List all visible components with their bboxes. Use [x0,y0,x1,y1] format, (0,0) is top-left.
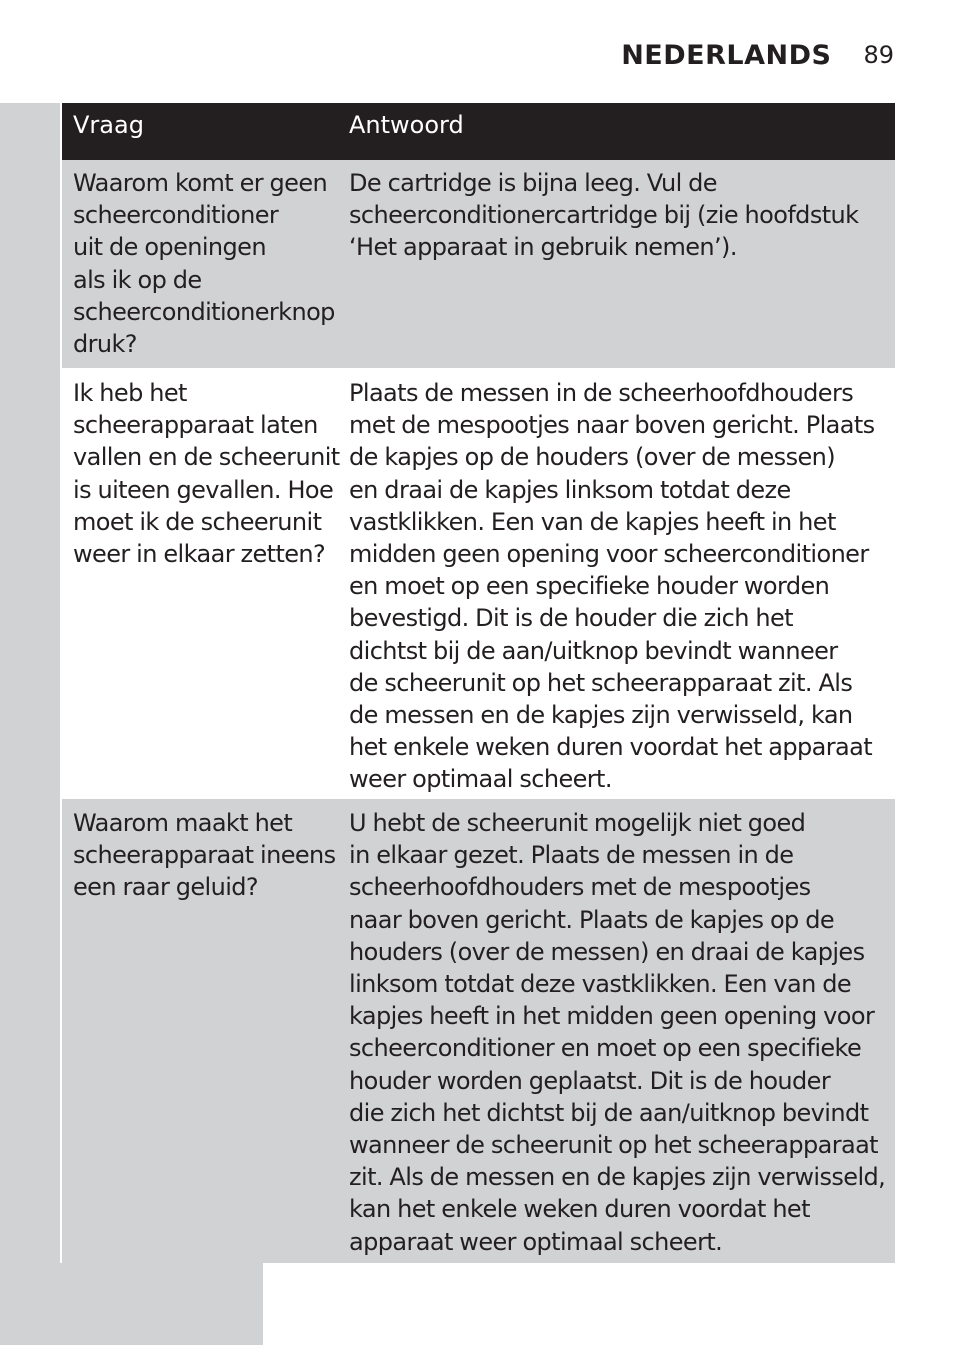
table-header-row [62,103,895,160]
answer-cell: De cartridge is bijna leeg. Vul de scheerconditionercartridge bij (zie hoofdstuk ‘Het apparaat in gebruik nemen’). [349,169,859,262]
answer-cell: U hebt de scheerunit mogelijk niet goed in elkaar gezet. Plaats de messen in de scheerhoofdhouders met de mespootjes naar boven gericht. Plaats de kapjes op de houders (over de messen) en draai de kapjes linksom totdat deze vastklikken. Een van de kapjes heeft in het midden geen opening voor scheerconditioner en moet op een specifieke houder worden geplaatst. Dit is de houder die zich het dichtst bij de aan/uitknop bevindt wanneer de scheerunit op het scheerapparaat zit. Als de messen en de kapjes zijn verwisseld, kan het enkele weken duren voordat het apparaat weer optimaal scheert. [349,809,886,1256]
table-row [62,799,895,1263]
troubleshooting-table [62,103,895,1263]
question-cell: Waarom komt er geen scheerconditioner uit de openingen als ik op de scheerconditionerknop druk? [73,169,335,359]
section-language-title: NEDERLANDS [621,39,832,71]
question-cell: Waarom maakt het scheerapparaat ineens een raar geluid? [73,809,336,902]
table-row [62,160,895,368]
question-cell: Ik heb het scheerapparaat laten vallen en de scheerunit is uiteen gevallen. Hoe moet ik de scheerunit weer in elkaar zetten? [73,379,340,569]
column-header-question: Vraag [73,111,144,139]
column-header-answer: Antwoord [349,111,464,139]
page-header [621,30,894,80]
table-row [62,368,895,799]
bottom-tab-marker [0,1263,263,1345]
side-tab-marker [0,103,60,1345]
answer-cell: Plaats de messen in de scheerhoofdhouders met de mespootjes naar boven gericht. Plaats de kapjes op de houders (over de messen) en draai de kapjes linksom totdat deze vastklikken. Een van de kapjes heeft in het midden geen opening voor scheerconditioner en moet op een specifieke houder worden bevestigd. Dit is de houder die zich het dichtst bij de aan/uitknop bevindt wanneer de scheerunit op het scheerapparaat zit. Als de messen en de kapjes zijn verwisseld, kan het enkele weken duren voordat het apparaat weer optimaal scheert. [349,379,875,794]
page-number: 89 [863,41,894,69]
